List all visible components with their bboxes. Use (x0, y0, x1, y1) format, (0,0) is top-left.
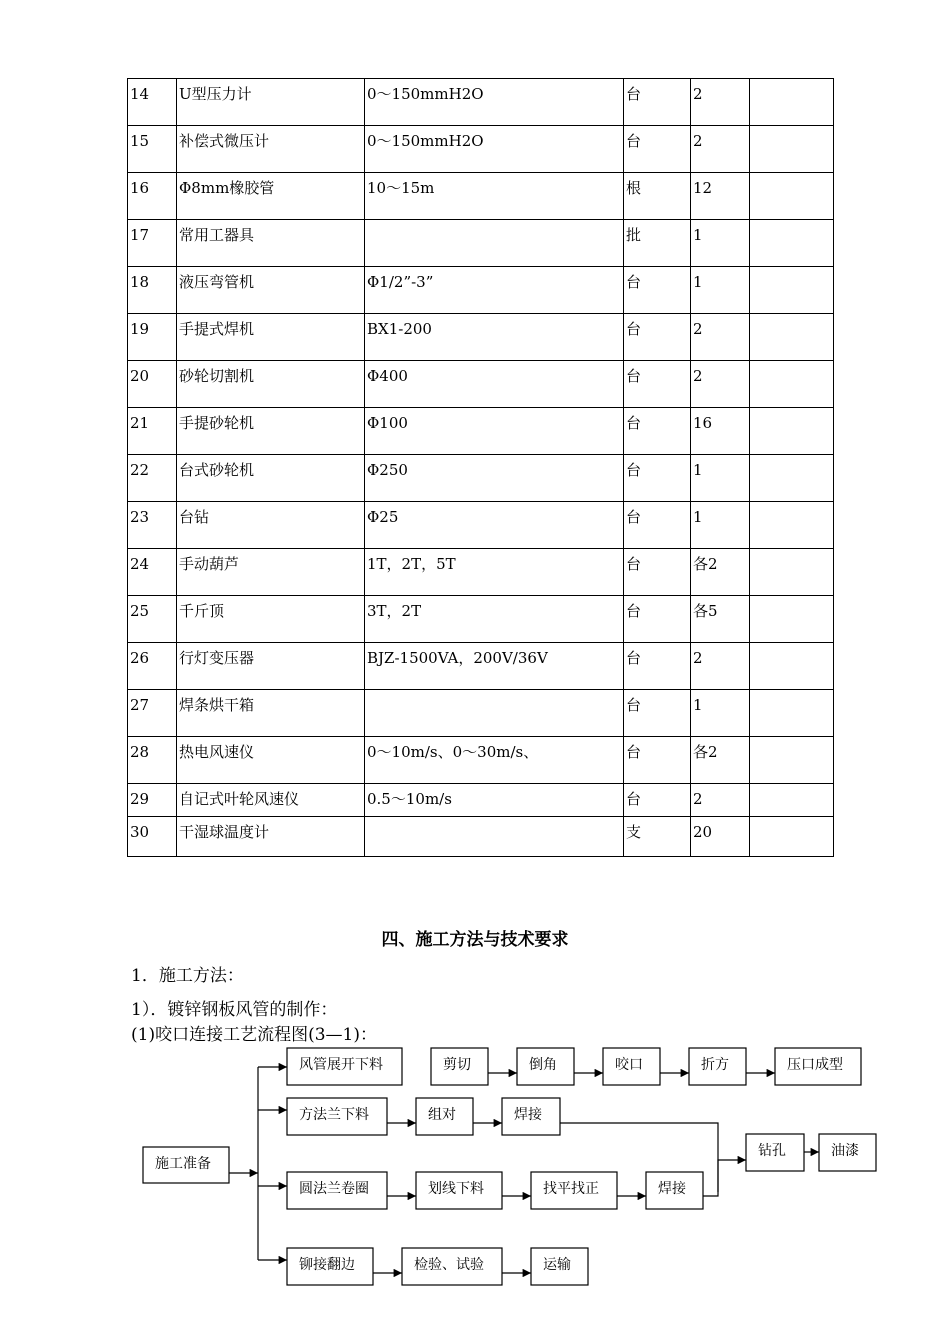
table-row (128, 173, 834, 220)
cell-qty: 各5 (691, 596, 750, 643)
cell-unit: 台 (624, 596, 691, 643)
cell-no: 18 (128, 267, 177, 314)
cell-spec: Φ100 (365, 408, 624, 455)
cell-no: 26 (128, 643, 177, 690)
cell-unit: 支 (624, 817, 691, 857)
table-row (128, 361, 834, 408)
cell-name: 常用工器具 (177, 220, 365, 267)
flowchart-box-label: 方法兰下料 (299, 1107, 369, 1123)
cell-note (750, 737, 834, 784)
flowchart-box-label: 铆接翻边 (299, 1257, 355, 1273)
flowchart-box-label: 焊接 (658, 1181, 686, 1197)
cell-unit: 台 (624, 690, 691, 737)
cell-unit: 台 (624, 408, 691, 455)
cell-note (750, 455, 834, 502)
cell-name: 干湿球温度计 (177, 817, 365, 857)
cell-no: 21 (128, 408, 177, 455)
cell-spec: 0～10m/s、0～30m/s、 (365, 737, 624, 784)
cell-spec (365, 817, 624, 857)
cell-note (750, 220, 834, 267)
cell-no: 30 (128, 817, 177, 857)
cell-no: 14 (128, 79, 177, 126)
table-row (128, 126, 834, 173)
cell-name: 台式砂轮机 (177, 455, 365, 502)
cell-note (750, 361, 834, 408)
cell-note (750, 643, 834, 690)
cell-no: 23 (128, 502, 177, 549)
table-row (128, 455, 834, 502)
cell-qty: 1 (691, 502, 750, 549)
cell-note (750, 817, 834, 857)
paragraph-construction-method: 1．施工方法： (131, 966, 244, 986)
cell-no: 19 (128, 314, 177, 361)
cell-name: 台钻 (177, 502, 365, 549)
cell-spec: 10～15m (365, 173, 624, 220)
cell-qty: 2 (691, 79, 750, 126)
cell-unit: 台 (624, 737, 691, 784)
paragraph-duct-fabrication: 1）．镀锌钢板风管的制作： (131, 1000, 338, 1020)
flowchart-box-label: 施工准备 (155, 1156, 211, 1172)
cell-no: 27 (128, 690, 177, 737)
cell-qty: 1 (691, 455, 750, 502)
cell-note (750, 690, 834, 737)
flowchart-box-label: 咬口 (615, 1057, 643, 1073)
cell-unit: 台 (624, 79, 691, 126)
paragraph-flowchart-caption: (1)咬口连接工艺流程图(3—1)： (131, 1025, 377, 1045)
cell-unit: 台 (624, 502, 691, 549)
cell-qty: 各2 (691, 549, 750, 596)
cell-qty: 1 (691, 220, 750, 267)
cell-name: 自记式叶轮风速仪 (177, 784, 365, 817)
cell-note (750, 549, 834, 596)
flowchart-box-label: 油漆 (831, 1143, 859, 1159)
table-row (128, 737, 834, 784)
cell-spec (365, 220, 624, 267)
cell-qty: 各2 (691, 737, 750, 784)
flowchart-box-label: 检验、试验 (414, 1257, 484, 1273)
cell-spec: BX1-200 (365, 314, 624, 361)
cell-qty: 1 (691, 267, 750, 314)
cell-note (750, 173, 834, 220)
cell-no: 20 (128, 361, 177, 408)
cell-qty: 16 (691, 408, 750, 455)
table-row (128, 549, 834, 596)
cell-no: 25 (128, 596, 177, 643)
cell-unit: 台 (624, 267, 691, 314)
cell-no: 24 (128, 549, 177, 596)
table-row (128, 267, 834, 314)
table-row (128, 408, 834, 455)
flowchart-box-label: 组对 (428, 1107, 456, 1123)
cell-note (750, 784, 834, 817)
flowchart-box-label: 钻孔 (758, 1143, 786, 1159)
flowchart-box-label: 折方 (701, 1057, 729, 1073)
cell-note (750, 79, 834, 126)
cell-qty: 2 (691, 784, 750, 817)
flowchart-box-label: 运输 (543, 1257, 571, 1273)
cell-spec: Φ25 (365, 502, 624, 549)
table-row (128, 643, 834, 690)
cell-qty: 20 (691, 817, 750, 857)
flowchart-box-label: 风管展开下料 (299, 1057, 383, 1073)
cell-name: 手提砂轮机 (177, 408, 365, 455)
table-row (128, 502, 834, 549)
table-row (128, 220, 834, 267)
cell-note (750, 596, 834, 643)
flowchart-box-label: 倒角 (529, 1057, 557, 1073)
flowchart-box-label: 剪切 (443, 1057, 471, 1073)
cell-no: 17 (128, 220, 177, 267)
cell-unit: 台 (624, 455, 691, 502)
cell-unit: 台 (624, 784, 691, 817)
table-row (128, 817, 834, 857)
table-row (128, 79, 834, 126)
cell-no: 15 (128, 126, 177, 173)
cell-spec: 1T，2T，5T (365, 549, 624, 596)
table-row (128, 690, 834, 737)
cell-no: 22 (128, 455, 177, 502)
cell-qty: 2 (691, 361, 750, 408)
cell-unit: 批 (624, 220, 691, 267)
cell-spec: BJZ-1500VA，200V/36V (365, 643, 624, 690)
cell-unit: 台 (624, 643, 691, 690)
cell-no: 28 (128, 737, 177, 784)
cell-name: 热电风速仪 (177, 737, 365, 784)
cell-spec: Φ250 (365, 455, 624, 502)
cell-note (750, 408, 834, 455)
equipment-table (127, 78, 834, 857)
flowchart-box-label: 划线下料 (428, 1181, 484, 1197)
cell-unit: 台 (624, 549, 691, 596)
cell-qty: 1 (691, 690, 750, 737)
cell-qty: 2 (691, 314, 750, 361)
cell-no: 16 (128, 173, 177, 220)
cell-name: 手提式焊机 (177, 314, 365, 361)
cell-qty: 12 (691, 173, 750, 220)
cell-unit: 根 (624, 173, 691, 220)
cell-note (750, 267, 834, 314)
cell-name: U型压力计 (177, 79, 365, 126)
cell-spec: 3T，2T (365, 596, 624, 643)
table-row (128, 596, 834, 643)
cell-note (750, 314, 834, 361)
cell-spec: 0～150mmH2O (365, 126, 624, 173)
cell-name: 千斤顶 (177, 596, 365, 643)
cell-no: 29 (128, 784, 177, 817)
cell-spec: Φ400 (365, 361, 624, 408)
cell-name: 液压弯管机 (177, 267, 365, 314)
cell-name: Φ8mm橡胶管 (177, 173, 365, 220)
cell-note (750, 126, 834, 173)
cell-unit: 台 (624, 361, 691, 408)
cell-note (750, 502, 834, 549)
cell-spec (365, 690, 624, 737)
cell-name: 砂轮切割机 (177, 361, 365, 408)
flowchart-box-label: 找平找正 (543, 1181, 599, 1197)
cell-spec: 0.5～10m/s (365, 784, 624, 817)
section-title: 四、施工方法与技术要求 (381, 930, 569, 950)
table-row (128, 784, 834, 817)
process-flowchart (0, 1040, 950, 1344)
cell-unit: 台 (624, 126, 691, 173)
flowchart-box-label: 圆法兰卷圈 (299, 1181, 369, 1197)
cell-name: 补偿式微压计 (177, 126, 365, 173)
cell-unit: 台 (624, 314, 691, 361)
cell-name: 焊条烘干箱 (177, 690, 365, 737)
cell-qty: 2 (691, 643, 750, 690)
flowchart-box-label: 焊接 (514, 1107, 542, 1123)
table-row (128, 314, 834, 361)
flowchart-box-label: 压口成型 (787, 1057, 843, 1073)
cell-spec: 0～150mmH2O (365, 79, 624, 126)
cell-name: 行灯变压器 (177, 643, 365, 690)
cell-qty: 2 (691, 126, 750, 173)
cell-spec: Φ1/2”-3” (365, 267, 624, 314)
cell-name: 手动葫芦 (177, 549, 365, 596)
